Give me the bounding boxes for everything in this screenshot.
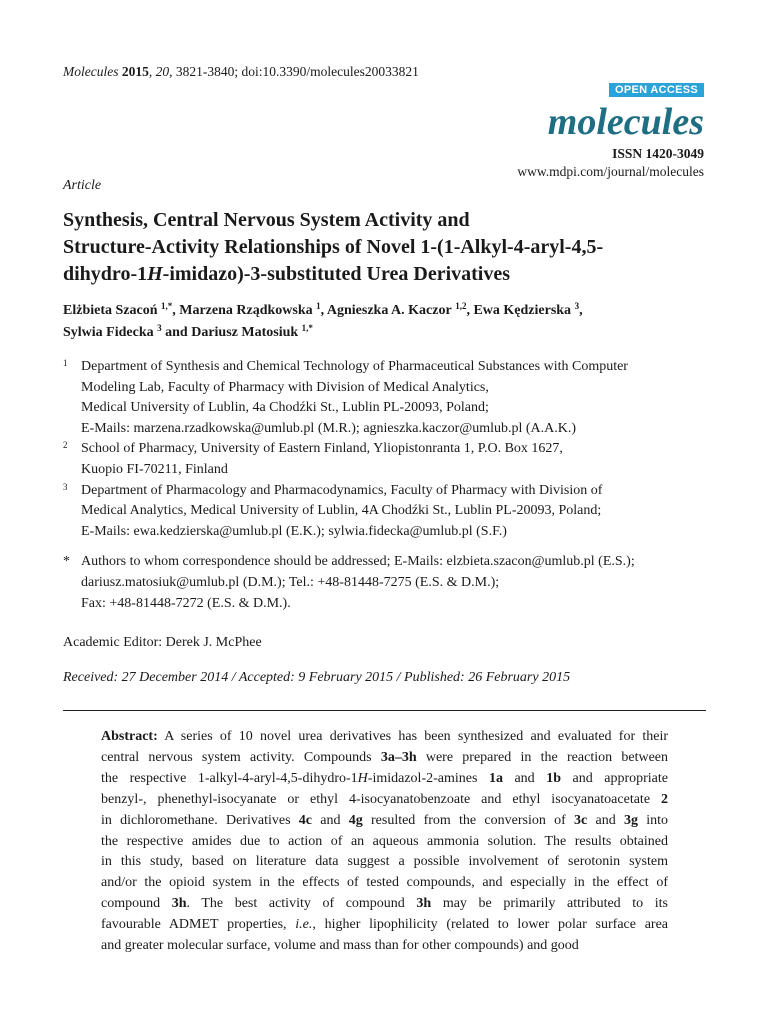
academic-editor: Academic Editor: Derek J. McPhee xyxy=(63,635,262,650)
author: Sylwia Fidecka xyxy=(63,325,154,340)
affiliation-line: School of Pharmacy, University of Eastern Finland, Yliopistonranta 1, P.O. Box 1627, xyxy=(81,441,563,457)
publication-dates: Received: 27 December 2014 / Accepted: 9 February 2015 / Published: 26 February 2015 xyxy=(63,670,571,685)
abstract-line: and greater molecular surface, volume and mass than for other compounds) and good xyxy=(101,938,579,954)
journal-brand xyxy=(444,80,704,180)
issn: ISSN 1420-3049 xyxy=(612,146,704,161)
title-italic: H xyxy=(147,263,163,285)
abstract-text: i.e. xyxy=(295,917,313,933)
author-affiliation-mark: 1,2 xyxy=(455,301,467,311)
abstract-text: central nervous system activity. Compounds xyxy=(101,749,381,765)
correspondence-line: Fax: +48-81448-7272 (E.S. & D.M.). xyxy=(81,595,291,611)
abstract-line: the respective amides due to action of an aqueous ammonia solution. The results obtained xyxy=(101,833,668,849)
author-line xyxy=(63,322,723,344)
affiliation-line: E-Mails: marzena.rzadkowska@umlub.pl (M.R.); agnieszka.kaczor@umlub.pl (A.A.K.) xyxy=(81,420,577,436)
affiliation-number: 1 xyxy=(63,358,68,368)
compound-ref: 3h xyxy=(171,896,187,912)
abstract-text: were prepared in the reaction between xyxy=(416,749,668,765)
abstract-text: compound xyxy=(101,896,172,912)
author-affiliation-mark: 3 xyxy=(157,323,162,333)
divider xyxy=(63,710,706,711)
abstract-line xyxy=(101,748,668,769)
abstract-text: favourable ADMET properties, xyxy=(101,917,296,933)
author: Elżbieta Szacoń xyxy=(63,303,158,318)
abstract-text: in dichloromethane. Derivatives xyxy=(101,812,299,828)
compound-ref: 3a–3h xyxy=(380,749,417,765)
author-line: Elżbieta Szacoń $^{1,*}$, Marzena Rządkowska $^1$, Agnieszka A. Kaczor $^{1,2}$, Ewa Kędzierska $^3$, xyxy=(63,301,583,318)
abstract-text: the respective 1-alkyl-4-aryl-4,5-dihydro-1 xyxy=(101,770,358,786)
title-line: dihydro-1H-imidazo)-3-substituted Urea Derivatives xyxy=(63,263,511,285)
journal-name: Molecules xyxy=(63,64,119,79)
compound-ref: 4g xyxy=(348,812,363,828)
abstract-text: -imidazol-2-amines xyxy=(367,770,489,786)
affiliation-2 xyxy=(63,439,723,480)
author-affiliation-mark: 1 xyxy=(316,301,321,311)
affiliation-line: Kuopio FI-70211, Finland xyxy=(81,461,228,477)
abstract-text: A series of 10 novel urea derivatives has been synthesized and evaluated for their xyxy=(164,729,668,744)
abstract-line xyxy=(101,811,668,832)
abstract-text: benzyl-, phenethyl-isocyanate or ethyl 4-isocyanatobenzoate and ethyl isocyanatoacetate xyxy=(101,791,661,807)
author-affiliation-mark: 1,* xyxy=(161,301,173,311)
affiliation-number: 3 xyxy=(63,481,68,492)
abstract-line xyxy=(101,915,668,936)
open-access-badge: OPEN ACCESS xyxy=(609,83,704,97)
compound-ref: 1a xyxy=(488,770,503,786)
author: Ewa Kędzierska xyxy=(473,303,572,318)
compound-ref: 1b xyxy=(546,770,561,786)
affiliation-1 xyxy=(63,357,723,439)
abstract-text: , higher lipophilicity (related to lower polar surface area xyxy=(312,917,668,933)
abstract-line xyxy=(101,769,668,790)
correspondence-line: dariusz.matosiuk@umlub.pl (D.M.); Tel.: +48-81448-7275 (E.S. & D.M.); xyxy=(81,574,500,590)
author-list xyxy=(63,300,723,344)
journal-logo: molecules xyxy=(547,101,704,143)
abstract-text: and xyxy=(502,770,547,786)
compound-ref: 3c xyxy=(574,812,588,828)
title-line: Synthesis, Central Nervous System Activity and xyxy=(63,209,470,231)
abstract-line xyxy=(101,790,668,811)
abstract-text: and appropriate xyxy=(561,770,668,786)
pages-doi: , 3821-3840; doi:10.3390/molecules20033821 xyxy=(169,64,419,79)
paper-title xyxy=(63,207,713,288)
citation-line: Molecules 2015, 20, 3821-3840; doi:10.3390/molecules20033821 xyxy=(63,64,419,79)
abstract-line: in this study, based on literature data suggest a possible involvement of serotonin system xyxy=(101,854,668,870)
affiliation-line: Medical University of Lublin, 4a Chodźki St., Lublin PL-20093, Poland; xyxy=(81,400,489,416)
author-affiliation-mark: 3 xyxy=(574,301,580,311)
abstract xyxy=(101,727,668,957)
affiliation-line: Department of Synthesis and Chemical Technology of Pharmaceutical Substances with Computer xyxy=(81,359,628,374)
author-conjunction: and xyxy=(165,325,188,340)
compound-ref: 3h xyxy=(416,896,432,912)
author: Marzena Rządkowska xyxy=(179,303,313,318)
compound-ref: 4c xyxy=(298,812,312,828)
abstract-text: H xyxy=(357,770,368,786)
correspondence-line: Authors to whom correspondence should be addressed; E-Mails: elzbieta.szacon@umlub.pl (E.S.); xyxy=(81,554,635,570)
volume: 20 xyxy=(155,64,170,79)
compound-ref: 2 xyxy=(661,791,668,807)
abstract-text: . The best activity of compound xyxy=(186,896,417,912)
author: Dariusz Matosiuk xyxy=(191,325,299,340)
journal-url[interactable]: www.mdpi.com/journal/molecules xyxy=(517,164,704,179)
abstract-text: may be primarily attributed to its xyxy=(431,896,668,912)
affiliations xyxy=(63,357,723,614)
title-line: Structure-Activity Relationships of Novel 1-(1-Alkyl-4-aryl-4,5- xyxy=(63,236,604,258)
abstract-text: into xyxy=(637,812,668,828)
article-type: Article xyxy=(63,178,102,193)
abstract-text: resulted from the conversion of xyxy=(362,812,575,828)
affiliation-line: Modeling Lab, Faculty of Pharmacy with Division of Medical Analytics, xyxy=(81,379,489,395)
abstract-line xyxy=(101,727,668,748)
abstract-line: and/or the opioid system in the effects of tested compounds, and especially in the effect of xyxy=(101,875,668,891)
author-affiliation-mark: 1,* xyxy=(301,323,313,333)
affiliation-line: Medical Analytics, Medical University of Lublin, 4A Chodźki St., Lublin PL-20093, Poland; xyxy=(81,503,602,519)
affiliation-3 xyxy=(63,481,723,543)
abstract-text: and xyxy=(312,812,349,828)
compound-ref: 3g xyxy=(623,812,638,828)
affiliation-line: Department of Pharmacology and Pharmacodynamics, Faculty of Pharmacy with Division of xyxy=(81,482,603,498)
author: Agnieszka A. Kaczor xyxy=(326,303,452,318)
abstract-text: and xyxy=(587,812,624,828)
affiliation-number: 2 xyxy=(63,440,68,451)
correspondence xyxy=(63,552,723,614)
affiliation-line: E-Mails: ewa.kedzierska@umlub.pl (E.K.); sylwia.fidecka@umlub.pl (S.F.) xyxy=(81,523,507,539)
correspondence-mark: * xyxy=(63,554,70,570)
year: 2015 xyxy=(121,64,149,79)
abstract-line xyxy=(101,894,668,915)
abstract-label: Abstract: xyxy=(101,729,158,744)
